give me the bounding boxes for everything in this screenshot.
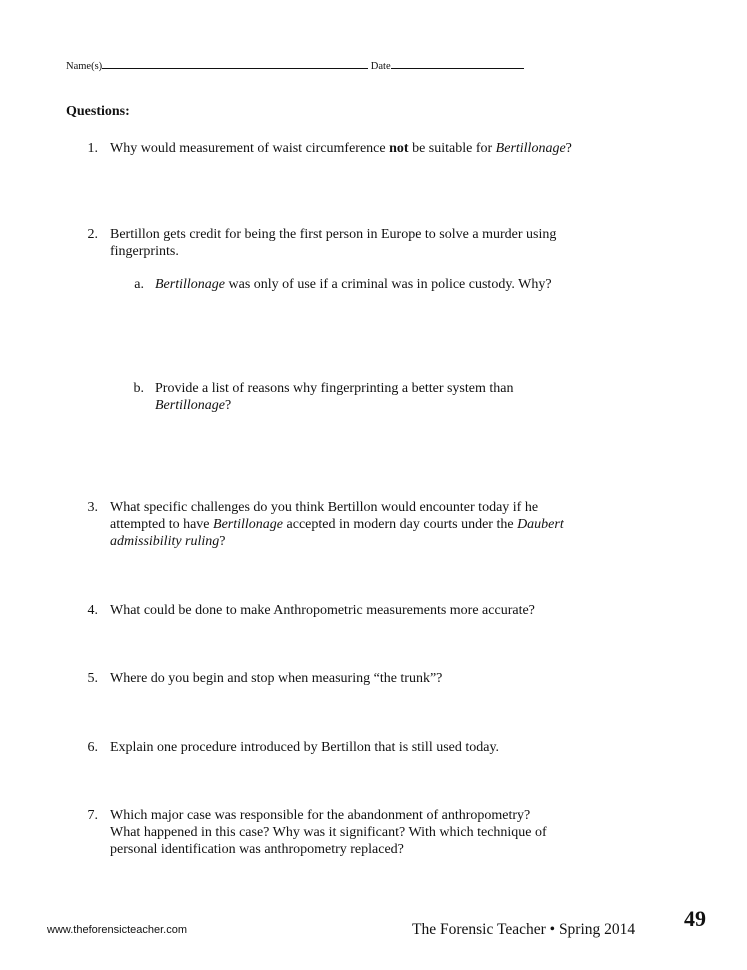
subquestion-text-line-2: Bertillonage? [155,398,232,413]
question-number: 2. [87,227,98,242]
question-text: What could be done to make Anthropometric measurements more accurate? [110,603,535,618]
subquestion-letter: b. [133,381,144,396]
question-text: Explain one procedure introduced by Bertillon that is still used today. [110,740,500,755]
question-1 [0,140,747,160]
question-4 [0,602,747,622]
question-number: 5. [87,671,98,686]
name-blank-line[interactable] [102,59,368,69]
question-7 [0,807,747,863]
date-label: Date [370,61,391,72]
question-number: 6. [87,740,98,755]
subquestion-text: Bertillonage was only of use if a criminal was in police custody. Why? [155,277,552,292]
question-text-line-2: What happened in this case? Why was it significant? With which technique of [110,825,547,840]
question-3 [0,499,747,555]
question-number: 3. [87,500,98,515]
questions-heading: Questions: [66,104,130,119]
subquestion-letter: a. [134,277,144,292]
question-text-line-2: fingerprints. [110,244,179,259]
question-text-line-3: admissibility ruling? [110,534,226,549]
name-label: Name(s) [66,61,103,72]
question-text-line-2: attempted to have Bertillonage accepted in modern day courts under the Daubert [110,517,564,532]
question-number: 1. [87,141,98,156]
question-5 [0,670,747,690]
question-text-line-1: What specific challenges do you think Bertillon would encounter today if he [110,500,539,515]
question-text: Why would measurement of waist circumference not be suitable for Bertillonage? [110,141,572,156]
footer-brand: The Forensic Teacher • Spring 2014 [412,921,636,938]
page-number: 49 [684,906,706,931]
question-2 [0,226,747,266]
subquestion-text-line-1: Provide a list of reasons why fingerprinting a better system than [155,381,514,396]
question-number: 4. [87,603,98,618]
question-6 [0,739,747,759]
question-text-line-3: personal identification was anthropometry replaced? [110,842,404,857]
question-text-line-1: Which major case was responsible for the abandonment of anthropometry? [110,808,531,823]
question-text-line-1: Bertillon gets credit for being the first person in Europe to solve a murder using [110,227,557,242]
question-2b [0,380,747,420]
question-number: 7. [87,808,98,823]
question-text: Where do you begin and stop when measuring “the trunk”? [110,671,443,686]
question-2a [0,276,747,296]
footer-website-link[interactable]: www.theforensicteacher.com [47,924,188,936]
date-blank-line[interactable] [391,59,524,69]
name-date-header [66,59,524,72]
